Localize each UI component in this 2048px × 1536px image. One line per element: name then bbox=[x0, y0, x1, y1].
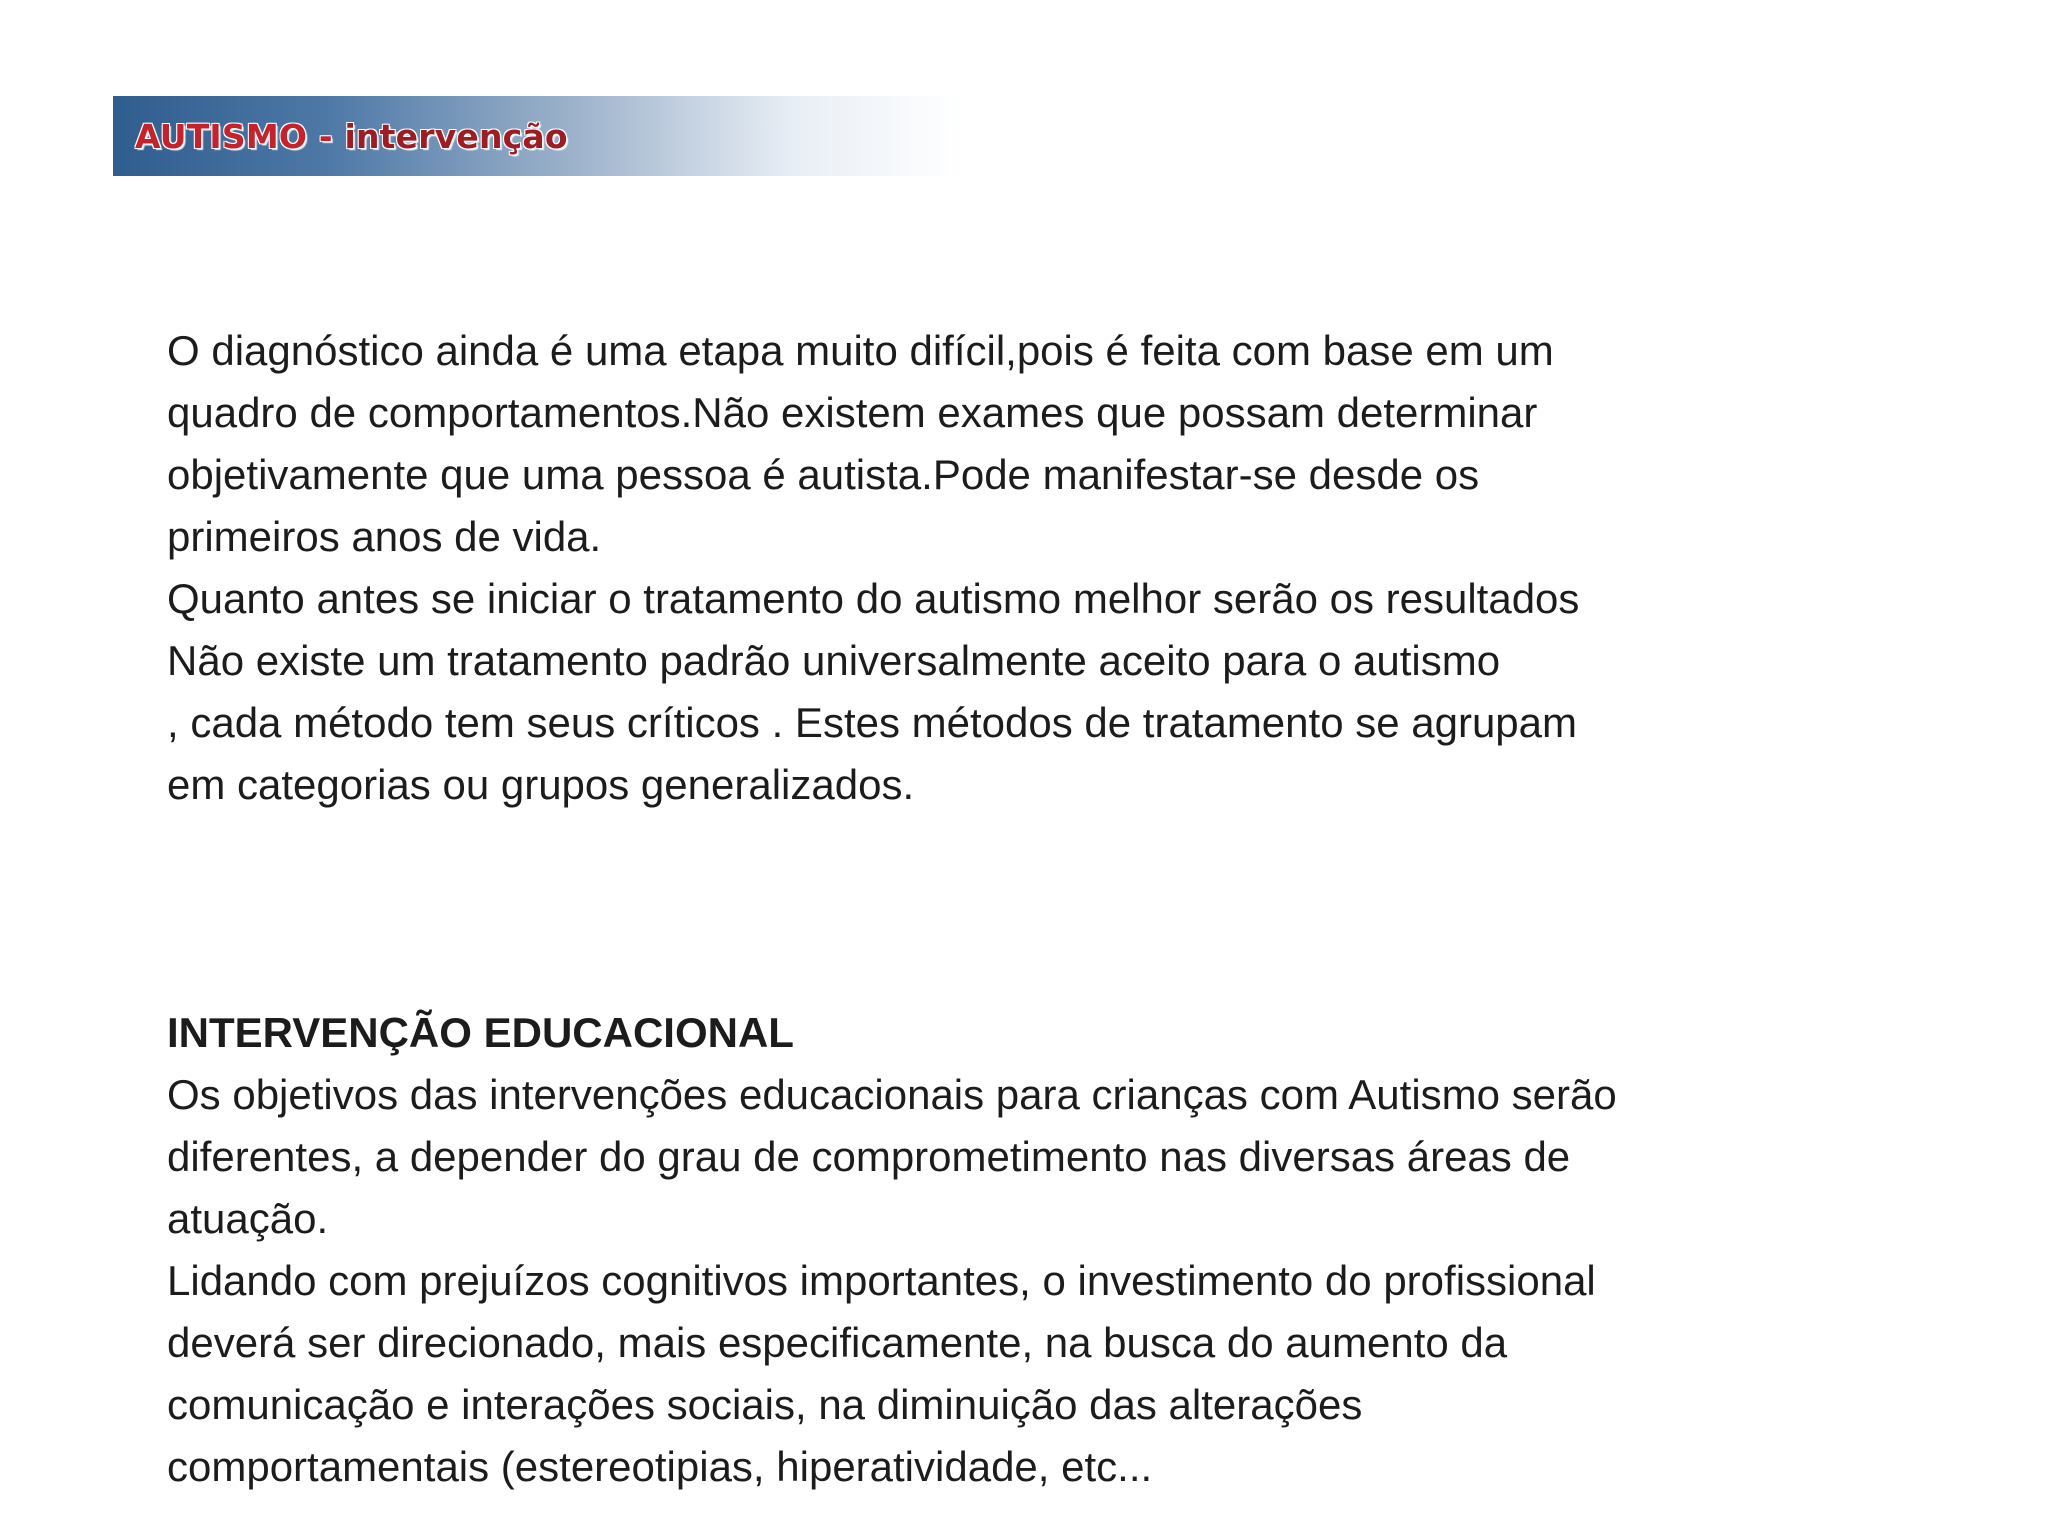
title-main: AUTISMO bbox=[135, 116, 308, 156]
title-separator: - bbox=[307, 116, 345, 156]
education-line: Os objetivos das intervenções educacionais para crianças com Autismo serão bbox=[167, 1071, 1617, 1118]
section-heading: INTERVENÇÃO EDUCACIONAL bbox=[167, 1009, 794, 1056]
intro-line: , cada método tem seus críticos . Estes métodos de tratamento se agrupam bbox=[167, 699, 1578, 746]
education-section bbox=[167, 1002, 1867, 1498]
section-spacer bbox=[167, 816, 1867, 1002]
intro-paragraph bbox=[167, 320, 1867, 816]
intro-line: O diagnóstico ainda é uma etapa muito difícil,pois é feita com base em um bbox=[167, 327, 1554, 374]
slide-title bbox=[135, 117, 568, 156]
education-line: comunicação e interações sociais, na diminuição das alterações bbox=[167, 1381, 1363, 1428]
education-line: atuação. bbox=[167, 1195, 329, 1242]
intro-line: primeiros anos de vida. bbox=[167, 513, 602, 560]
education-line: Lidando com prejuízos cognitivos importantes, o investimento do profissional bbox=[167, 1257, 1596, 1304]
intro-line: objetivamente que uma pessoa é autista.Pode manifestar-se desde os bbox=[167, 451, 1480, 498]
intro-line: Não existe um tratamento padrão universalmente aceito para o autismo bbox=[167, 637, 1501, 684]
header-banner bbox=[113, 96, 963, 176]
education-line: diferentes, a depender do grau de comprometimento nas diversas áreas de bbox=[167, 1133, 1571, 1180]
intro-line: quadro de comportamentos.Não existem exames que possam determinar bbox=[167, 389, 1538, 436]
education-line: comportamentais (estereotipias, hiperatividade, etc... bbox=[167, 1443, 1153, 1490]
intro-line: Quanto antes se iniciar o tratamento do autismo melhor serão os resultados bbox=[167, 575, 1580, 622]
intro-line: em categorias ou grupos generalizados. bbox=[167, 761, 915, 808]
title-sub: intervenção bbox=[344, 116, 568, 156]
slide-body bbox=[167, 320, 1867, 1498]
education-line: deverá ser direcionado, mais especificamente, na busca do aumento da bbox=[167, 1319, 1508, 1366]
